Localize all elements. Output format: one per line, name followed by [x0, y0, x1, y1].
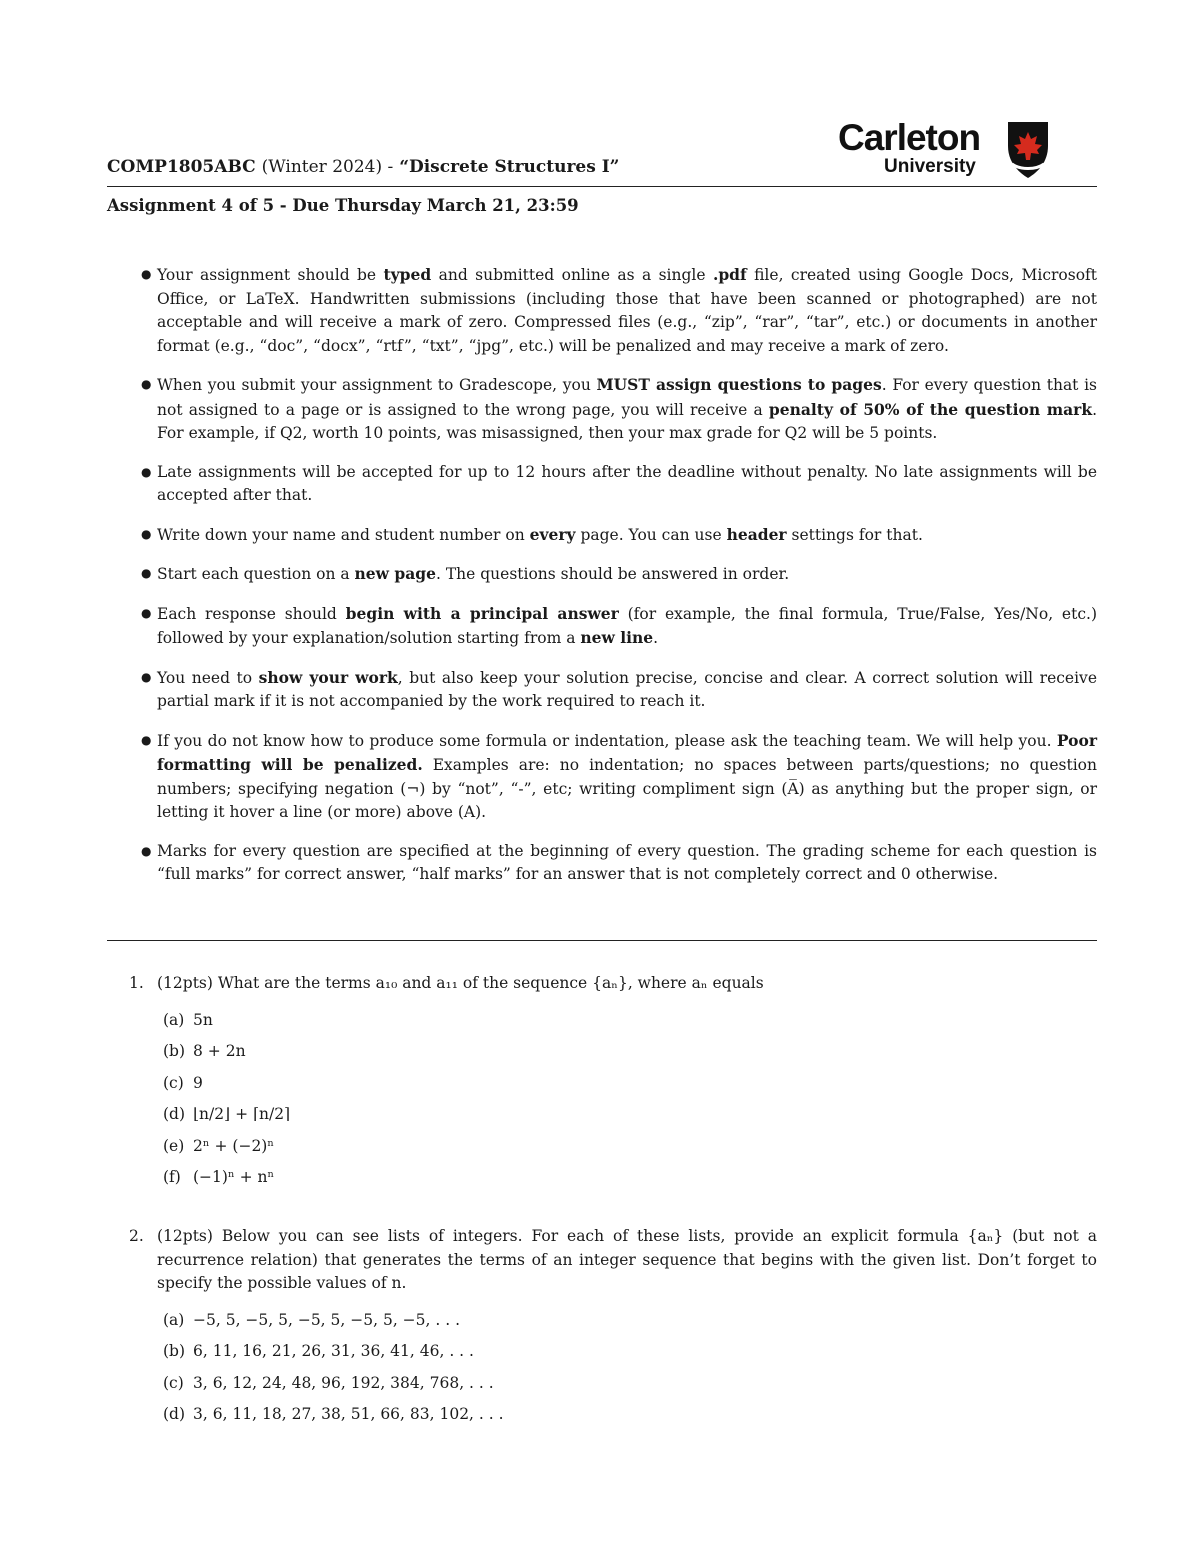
instruction-emphasis: show your work	[258, 667, 398, 687]
instruction-text: If you do not know how to produce some formula or indentation, please ask the teaching team. We will help you.	[157, 731, 1057, 750]
instruction-item	[107, 666, 1097, 714]
instruction-text: (for example, the final formula, True/False, Yes/No, etc.) followed by your explanation/solution starting from a	[157, 604, 1097, 647]
instruction-text: You need to	[157, 668, 259, 687]
question-part	[163, 1399, 1097, 1431]
instruction-text: Examples are: no indentation; no spaces between parts/questions; no question numbers; specifying negation (¬) by “not”, “-”, etc; writing compliment sign (A̅) as anything but the proper sign, or letting it hover a line (or more) above (A).	[157, 756, 1097, 821]
instruction-text: . For every question that is not assigned to a page or is assigned to the wrong page, you will receive a	[157, 376, 1097, 419]
part-label: (f)	[163, 1168, 181, 1186]
question-part	[163, 1162, 1097, 1194]
instruction-item	[107, 263, 1097, 358]
bullet-icon: ●	[141, 732, 152, 747]
part-label: (e)	[163, 1136, 185, 1155]
instruction-text: and submitted online as a single	[431, 266, 713, 284]
bullet-icon: ●	[141, 526, 152, 541]
question-part	[163, 1036, 1097, 1068]
part-expression: ⌊n/2⌋ + ⌈n/2⌉	[193, 1105, 291, 1123]
instruction-emphasis: .pdf	[712, 265, 747, 284]
instruction-item	[107, 840, 1097, 887]
instruction-text: Each response should	[157, 604, 346, 623]
instruction-text: file, created using Google Docs, Microsoft Office, or LaTeX. Handwritten submissions (including those that have been scanned or photographed) are not acceptable and will receive a mark of zero. Compressed files (e.g., “zip”, “rar”, “tar”, etc.) or documents in another format (e.g., “doc”, “docx”, “rtf”, “txt”, “jpg”, etc.) will be penalized and may receive a mark of zero.	[157, 266, 1097, 355]
part-expression: 3, 6, 12, 24, 48, 96, 192, 384, 768, . . .	[193, 1373, 494, 1392]
instruction-text: Marks for every question are specified at the beginning of every question. The grading scheme for each question is “full marks” for correct answer, “half marks” for an answer that is not completely correct and 0 otherwise.	[157, 841, 1097, 883]
instruction-emphasis: header	[726, 524, 787, 544]
instruction-item	[107, 523, 1097, 548]
part-label: (a)	[163, 1010, 185, 1029]
instruction-text: .	[653, 629, 659, 647]
shield-icon	[1004, 120, 1052, 180]
bullet-icon: ●	[141, 464, 152, 479]
question-part	[163, 1368, 1097, 1400]
instruction-emphasis: every	[529, 524, 576, 544]
instruction-text: Write down your name and student number on	[157, 525, 530, 544]
instruction-text: Your assignment should be	[157, 266, 384, 284]
question-part	[163, 1099, 1097, 1131]
part-label: (a)	[163, 1310, 185, 1329]
question-part	[163, 1131, 1097, 1163]
question-part	[163, 1305, 1097, 1337]
question-text: (12pts) What are the terms a₁₀ and a₁₁ of the sequence {aₙ}, where aₙ equals	[157, 974, 764, 992]
part-label: (b)	[163, 1342, 186, 1360]
question-text: (12pts) Below you can see lists of integers. For each of these lists, provide an explicit formula {aₙ} (but not a recurrence relation) that generates the terms of an integer sequence that begins with the given list. Don’t forget to specify the possible values of n.	[157, 1227, 1097, 1292]
bullet-icon: ●	[141, 267, 152, 281]
section-divider	[107, 940, 1097, 941]
instruction-text: , but also keep your solution precise, concise and clear. A correct solution will receive partial mark if it is not accompanied by the work required to reach it.	[157, 668, 1097, 710]
instruction-text: When you submit your assignment to Gradescope, you	[157, 376, 597, 394]
instruction-text: Start each question on a	[157, 565, 355, 583]
part-label: (b)	[163, 1042, 186, 1060]
bullet-icon: ●	[141, 843, 152, 858]
instruction-emphasis: penalty of 50% of the question mark	[768, 399, 1093, 419]
question-2	[107, 1225, 1097, 1431]
part-label: (c)	[163, 1073, 184, 1092]
instruction-item	[107, 562, 1097, 587]
part-expression: 3, 6, 11, 18, 27, 38, 51, 66, 83, 102, . . .	[193, 1405, 504, 1423]
question-1	[107, 972, 1097, 1194]
question-parts	[163, 1305, 1097, 1431]
part-expression: 9	[193, 1073, 203, 1092]
course-title: COMP1805ABC (Winter 2024) - “Discrete Structures I”	[107, 157, 620, 177]
instruction-emphasis: MUST assign questions to pages	[596, 375, 882, 394]
instruction-item	[107, 461, 1097, 508]
logo-name: Carleton	[838, 117, 981, 158]
question-part	[163, 1336, 1097, 1368]
part-expression: 5n	[193, 1010, 213, 1029]
part-label: (c)	[163, 1373, 184, 1392]
bullet-icon: ●	[141, 377, 152, 391]
part-expression: 2ⁿ + (−2)ⁿ	[193, 1136, 275, 1155]
instruction-text: . For example, if Q2, worth 10 points, was misassigned, then your max grade for Q2 will be 5 points.	[157, 400, 1098, 442]
logo-subtitle: University	[884, 156, 976, 177]
question-number: 2.	[129, 1227, 144, 1245]
instruction-item	[107, 602, 1097, 651]
bullet-icon: ●	[141, 566, 152, 580]
part-expression: 6, 11, 16, 21, 26, 31, 36, 41, 46, . . .	[193, 1342, 474, 1360]
instruction-item	[107, 373, 1097, 446]
instruction-text: Late assignments will be accepted for up to 12 hours after the deadline without penalty. No late assignments will be accepted after that.	[157, 462, 1097, 504]
part-label: (d)	[163, 1105, 186, 1123]
question-number: 1.	[129, 974, 144, 992]
instruction-emphasis: begin with a principal answer	[345, 603, 619, 623]
instruction-text: . The questions should be answered in order.	[435, 565, 790, 583]
instructions-list	[107, 263, 1097, 902]
instruction-item	[107, 729, 1097, 825]
question-part	[163, 1068, 1097, 1100]
question-part	[163, 1005, 1097, 1037]
instruction-emphasis: new page	[354, 564, 436, 583]
header-divider	[107, 186, 1097, 187]
question-parts	[163, 1005, 1097, 1194]
assignment-title: Assignment 4 of 5 - Due Thursday March 21, 23:59	[107, 196, 579, 215]
instruction-emphasis: new line	[580, 628, 654, 647]
part-label: (d)	[163, 1405, 186, 1423]
instruction-text: page. You can use	[575, 525, 727, 544]
part-expression: (−1)ⁿ + nⁿ	[193, 1168, 275, 1186]
part-expression: −5, 5, −5, 5, −5, 5, −5, 5, −5, . . .	[193, 1310, 461, 1329]
part-expression: 8 + 2n	[193, 1042, 246, 1060]
bullet-icon: ●	[141, 669, 152, 684]
carleton-logo	[838, 118, 1058, 182]
instruction-emphasis: Poor formatting will be penalized.	[157, 730, 1097, 774]
instruction-emphasis: typed	[383, 265, 432, 284]
instruction-text: settings for that.	[786, 525, 923, 544]
bullet-icon: ●	[141, 605, 152, 620]
